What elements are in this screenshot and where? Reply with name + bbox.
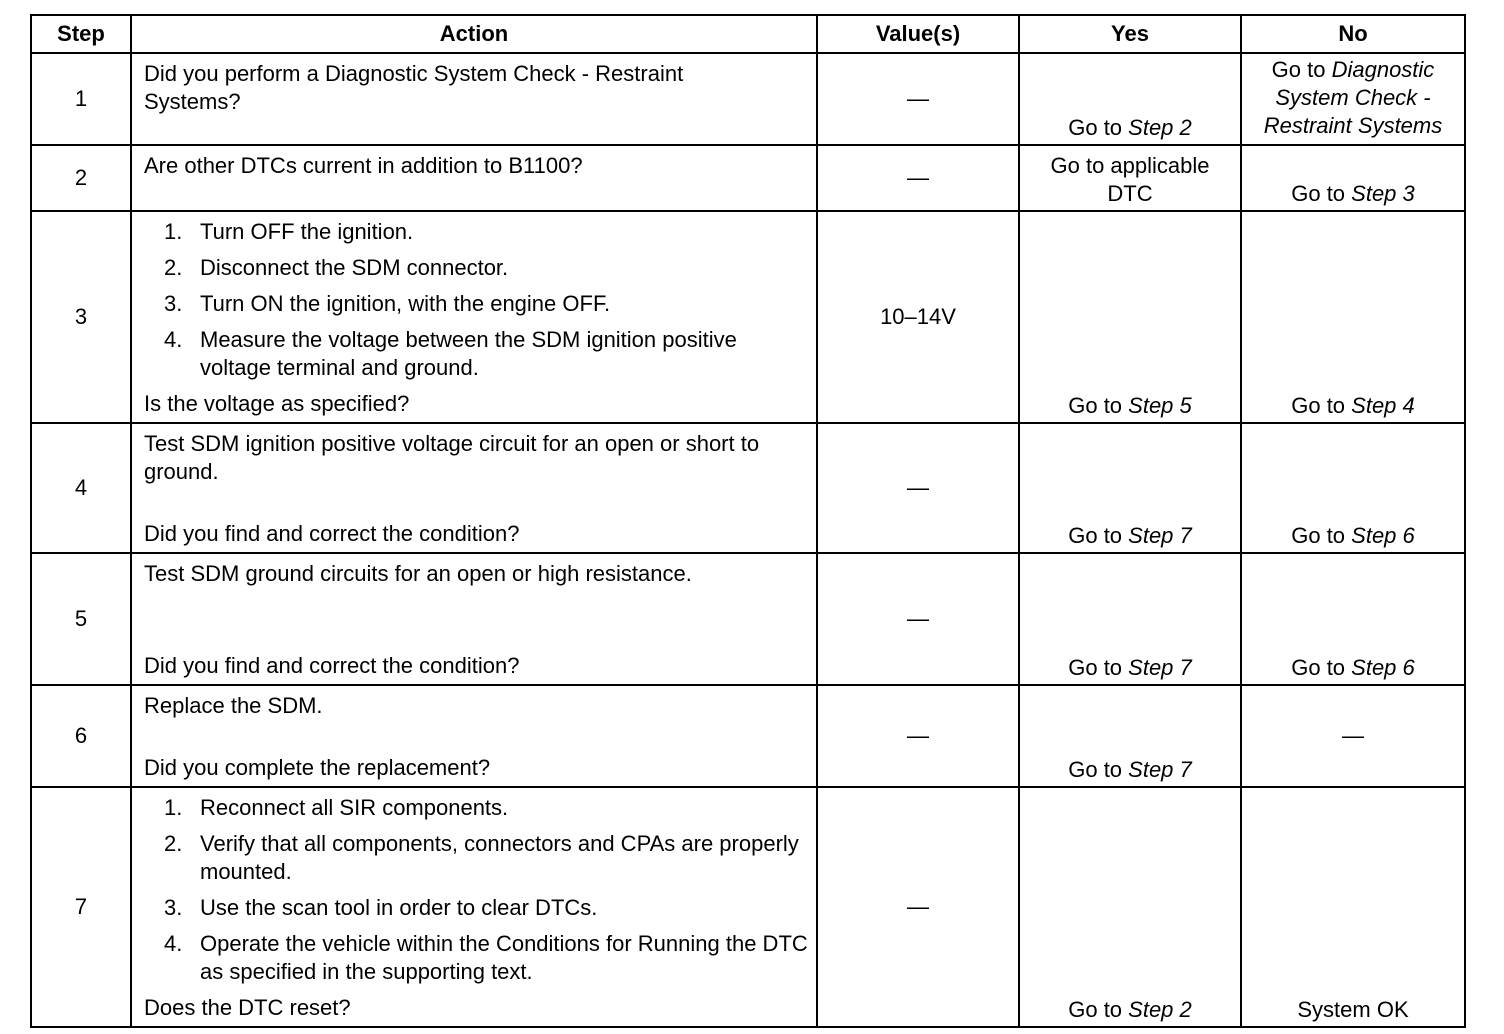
step-number: 7 <box>31 787 131 1027</box>
header-yes: Yes <box>1019 15 1241 53</box>
action-cell <box>131 211 817 423</box>
action-text: Test SDM ground circuits for an open or high resistance. <box>144 561 692 586</box>
table-row <box>31 211 1465 423</box>
no-cell: System OK <box>1241 787 1465 1027</box>
yes-text[interactable]: Go to applicable DTC <box>1050 153 1210 206</box>
list-number: 3. <box>164 291 183 316</box>
step-number: 6 <box>31 685 131 787</box>
yes-cell[interactable] <box>1019 423 1241 553</box>
procedure-list <box>144 794 808 986</box>
no-step-link[interactable]: Step 6 <box>1351 523 1415 548</box>
yes-prefix: Go to <box>1068 655 1129 680</box>
yes-prefix: Go to <box>1068 997 1129 1022</box>
list-item-text: Disconnect the SDM connector. <box>200 255 509 280</box>
list-number: 2. <box>164 255 183 280</box>
yes-prefix: Go to <box>1068 393 1129 418</box>
value-cell: — <box>817 423 1019 553</box>
question-text: Did you complete the replacement? <box>144 755 491 780</box>
no-cell: — <box>1241 685 1465 787</box>
spacer <box>144 486 804 520</box>
list-number: 3. <box>164 895 183 920</box>
no-step-link[interactable]: Step 3 <box>1351 181 1415 206</box>
action-text: Test SDM ignition positive voltage circuit for an open or short to ground. <box>144 431 760 484</box>
no-prefix: Go to <box>1291 655 1352 680</box>
no-prefix: Go to <box>1271 57 1332 82</box>
yes-cell[interactable] <box>1019 53 1241 145</box>
no-step-link[interactable]: Step 6 <box>1351 655 1415 680</box>
list-item-text: Verify that all components, connectors and CPAs are properly mounted. <box>200 831 799 884</box>
yes-cell[interactable] <box>1019 553 1241 685</box>
step-number: 3 <box>31 211 131 423</box>
action-text: Replace the SDM. <box>144 693 323 718</box>
list-item-text: Use the scan tool in order to clear DTCs. <box>200 895 598 920</box>
yes-step-link[interactable]: Step 7 <box>1128 523 1192 548</box>
header-action: Action <box>131 15 817 53</box>
table-row <box>31 53 1465 145</box>
table-row <box>31 423 1465 553</box>
yes-prefix: Go to <box>1068 757 1129 782</box>
yes-cell[interactable] <box>1019 685 1241 787</box>
question-text: Did you find and correct the condition? <box>144 653 520 678</box>
yes-cell[interactable] <box>1019 211 1241 423</box>
no-prefix: Go to <box>1291 523 1352 548</box>
header-no: No <box>1241 15 1465 53</box>
value-cell: 10–14V <box>817 211 1019 423</box>
yes-step-link[interactable]: Step 7 <box>1128 757 1192 782</box>
step-number: 1 <box>31 53 131 145</box>
yes-cell[interactable] <box>1019 145 1241 211</box>
list-item-text: Reconnect all SIR components. <box>200 795 509 820</box>
yes-step-link[interactable]: Step 2 <box>1128 115 1192 140</box>
spacer <box>144 720 804 754</box>
no-cell[interactable] <box>1241 145 1465 211</box>
yes-step-link[interactable]: Step 5 <box>1128 393 1192 418</box>
question-text: Did you find and correct the condition? <box>144 521 520 546</box>
action-cell <box>131 553 817 685</box>
yes-prefix: Go to <box>1068 115 1129 140</box>
no-cell[interactable] <box>1241 423 1465 553</box>
list-item <box>164 326 760 382</box>
no-link[interactable]: Diagnostic System Check - Restraint Systems <box>1263 57 1443 138</box>
step-number: 4 <box>31 423 131 553</box>
header-values: Value(s) <box>817 15 1019 53</box>
no-cell[interactable] <box>1241 53 1465 145</box>
header-step: Step <box>31 15 131 53</box>
step-number: 5 <box>31 553 131 685</box>
procedure-list <box>144 218 804 382</box>
list-number: 1. <box>164 219 183 244</box>
list-item-text: Operate the vehicle within the Conditions for Running the DTC as specified in the supporting text. <box>200 931 808 984</box>
action-text: Are other DTCs current in addition to B1100? <box>144 153 583 178</box>
question-text: Does the DTC reset? <box>144 995 351 1020</box>
list-item-text: Measure the voltage between the SDM ignition positive voltage terminal and ground. <box>200 327 737 380</box>
value-cell: — <box>817 787 1019 1027</box>
step-number: 2 <box>31 145 131 211</box>
list-item <box>164 894 804 922</box>
table-row <box>31 553 1465 685</box>
list-number: 4. <box>164 931 183 956</box>
spacer <box>144 588 804 652</box>
value-cell: — <box>817 685 1019 787</box>
action-cell <box>131 423 817 553</box>
list-item <box>164 254 804 282</box>
action-text: Did you perform a Diagnostic System Check - Restraint Systems? <box>144 61 684 114</box>
value-cell: — <box>817 53 1019 145</box>
header-row <box>31 15 1465 53</box>
action-cell <box>131 145 817 211</box>
no-cell[interactable] <box>1241 553 1465 685</box>
list-number: 4. <box>164 327 183 352</box>
yes-step-link[interactable]: Step 7 <box>1128 655 1192 680</box>
table-row <box>31 787 1465 1027</box>
list-item-text: Turn OFF the ignition. <box>200 219 414 244</box>
list-item <box>164 290 804 318</box>
action-cell <box>131 787 817 1027</box>
yes-prefix: Go to <box>1068 523 1129 548</box>
question-text: Is the voltage as specified? <box>144 391 410 416</box>
no-prefix: Go to <box>1291 181 1352 206</box>
list-number: 1. <box>164 795 183 820</box>
yes-cell[interactable] <box>1019 787 1241 1027</box>
action-cell <box>131 685 817 787</box>
value-cell: — <box>817 553 1019 685</box>
table-row <box>31 685 1465 787</box>
no-prefix: Go to <box>1291 393 1352 418</box>
list-item <box>164 930 810 986</box>
list-number: 2. <box>164 831 183 856</box>
no-step-link[interactable]: Step 4 <box>1351 393 1415 418</box>
list-item <box>164 794 804 822</box>
yes-step-link[interactable]: Step 2 <box>1128 997 1192 1022</box>
list-item <box>164 830 805 886</box>
diagnostic-table <box>30 14 1466 1028</box>
no-cell[interactable] <box>1241 211 1465 423</box>
list-item-text: Turn ON the ignition, with the engine OFF. <box>200 291 611 316</box>
list-item <box>164 218 804 246</box>
table-row <box>31 145 1465 211</box>
action-cell <box>131 53 817 145</box>
value-cell: — <box>817 145 1019 211</box>
